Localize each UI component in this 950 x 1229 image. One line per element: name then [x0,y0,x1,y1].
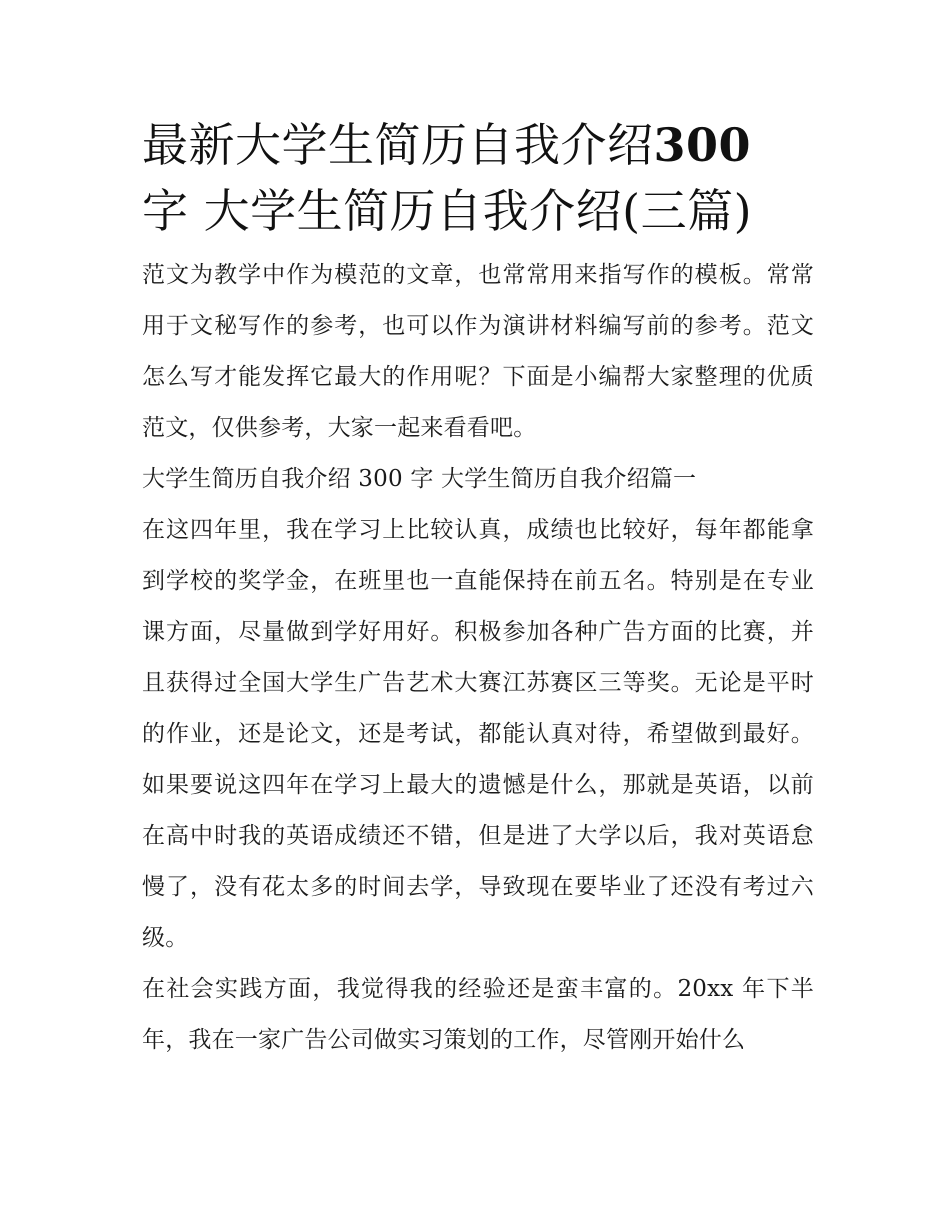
body-paragraph-2: 在社会实践方面，我觉得我的经验还是蛮丰富的。20xx 年下半年，我在一家广告公司做实习策划的工作，尽管刚开始什么 [142,976,814,1053]
document-title [142,112,814,244]
title-part-1: 最新大学生简历自我介绍 [142,118,654,172]
section-heading: 大学生简历自我介绍 300 字 大学生简历自我介绍篇一 [142,466,697,492]
title-number: 300 [653,118,752,172]
body-paragraph-1: 在这四年里，我在学习上比较认真，成绩也比较好，每年都能拿到学校的奖学金，在班里也一直能保持在前五名。特别是在专业课方面，尽量做到学好用好。积极参加各种广告方面的比赛，并且获得过全国大学生广告艺术大赛江苏赛区三等奖。无论是平时的作业，还是论文，还是考试，都能认真对待，希望做到最好。如果要说这四年在学习上最大的遗憾是什么，那就是英语，以前在高中时我的英语成绩还不错，但是进了大学以后，我对英语怠慢了，没有花太多的时间去学，导致现在要毕业了还没有考过六级。 [142,517,814,951]
document-page [142,112,814,1066]
intro-paragraph: 范文为教学中作为模范的文章，也常常用来指写作的模板。常常用于文秘写作的参考，也可以作为演讲材料编写前的参考。范文怎么写才能发挥它最大的作用呢？下面是小编帮大家整理的优质范文，仅供参考，大家一起来看看吧。 [142,262,814,441]
title-part-2: 字 大学生简历自我介绍(三篇) [142,184,753,238]
